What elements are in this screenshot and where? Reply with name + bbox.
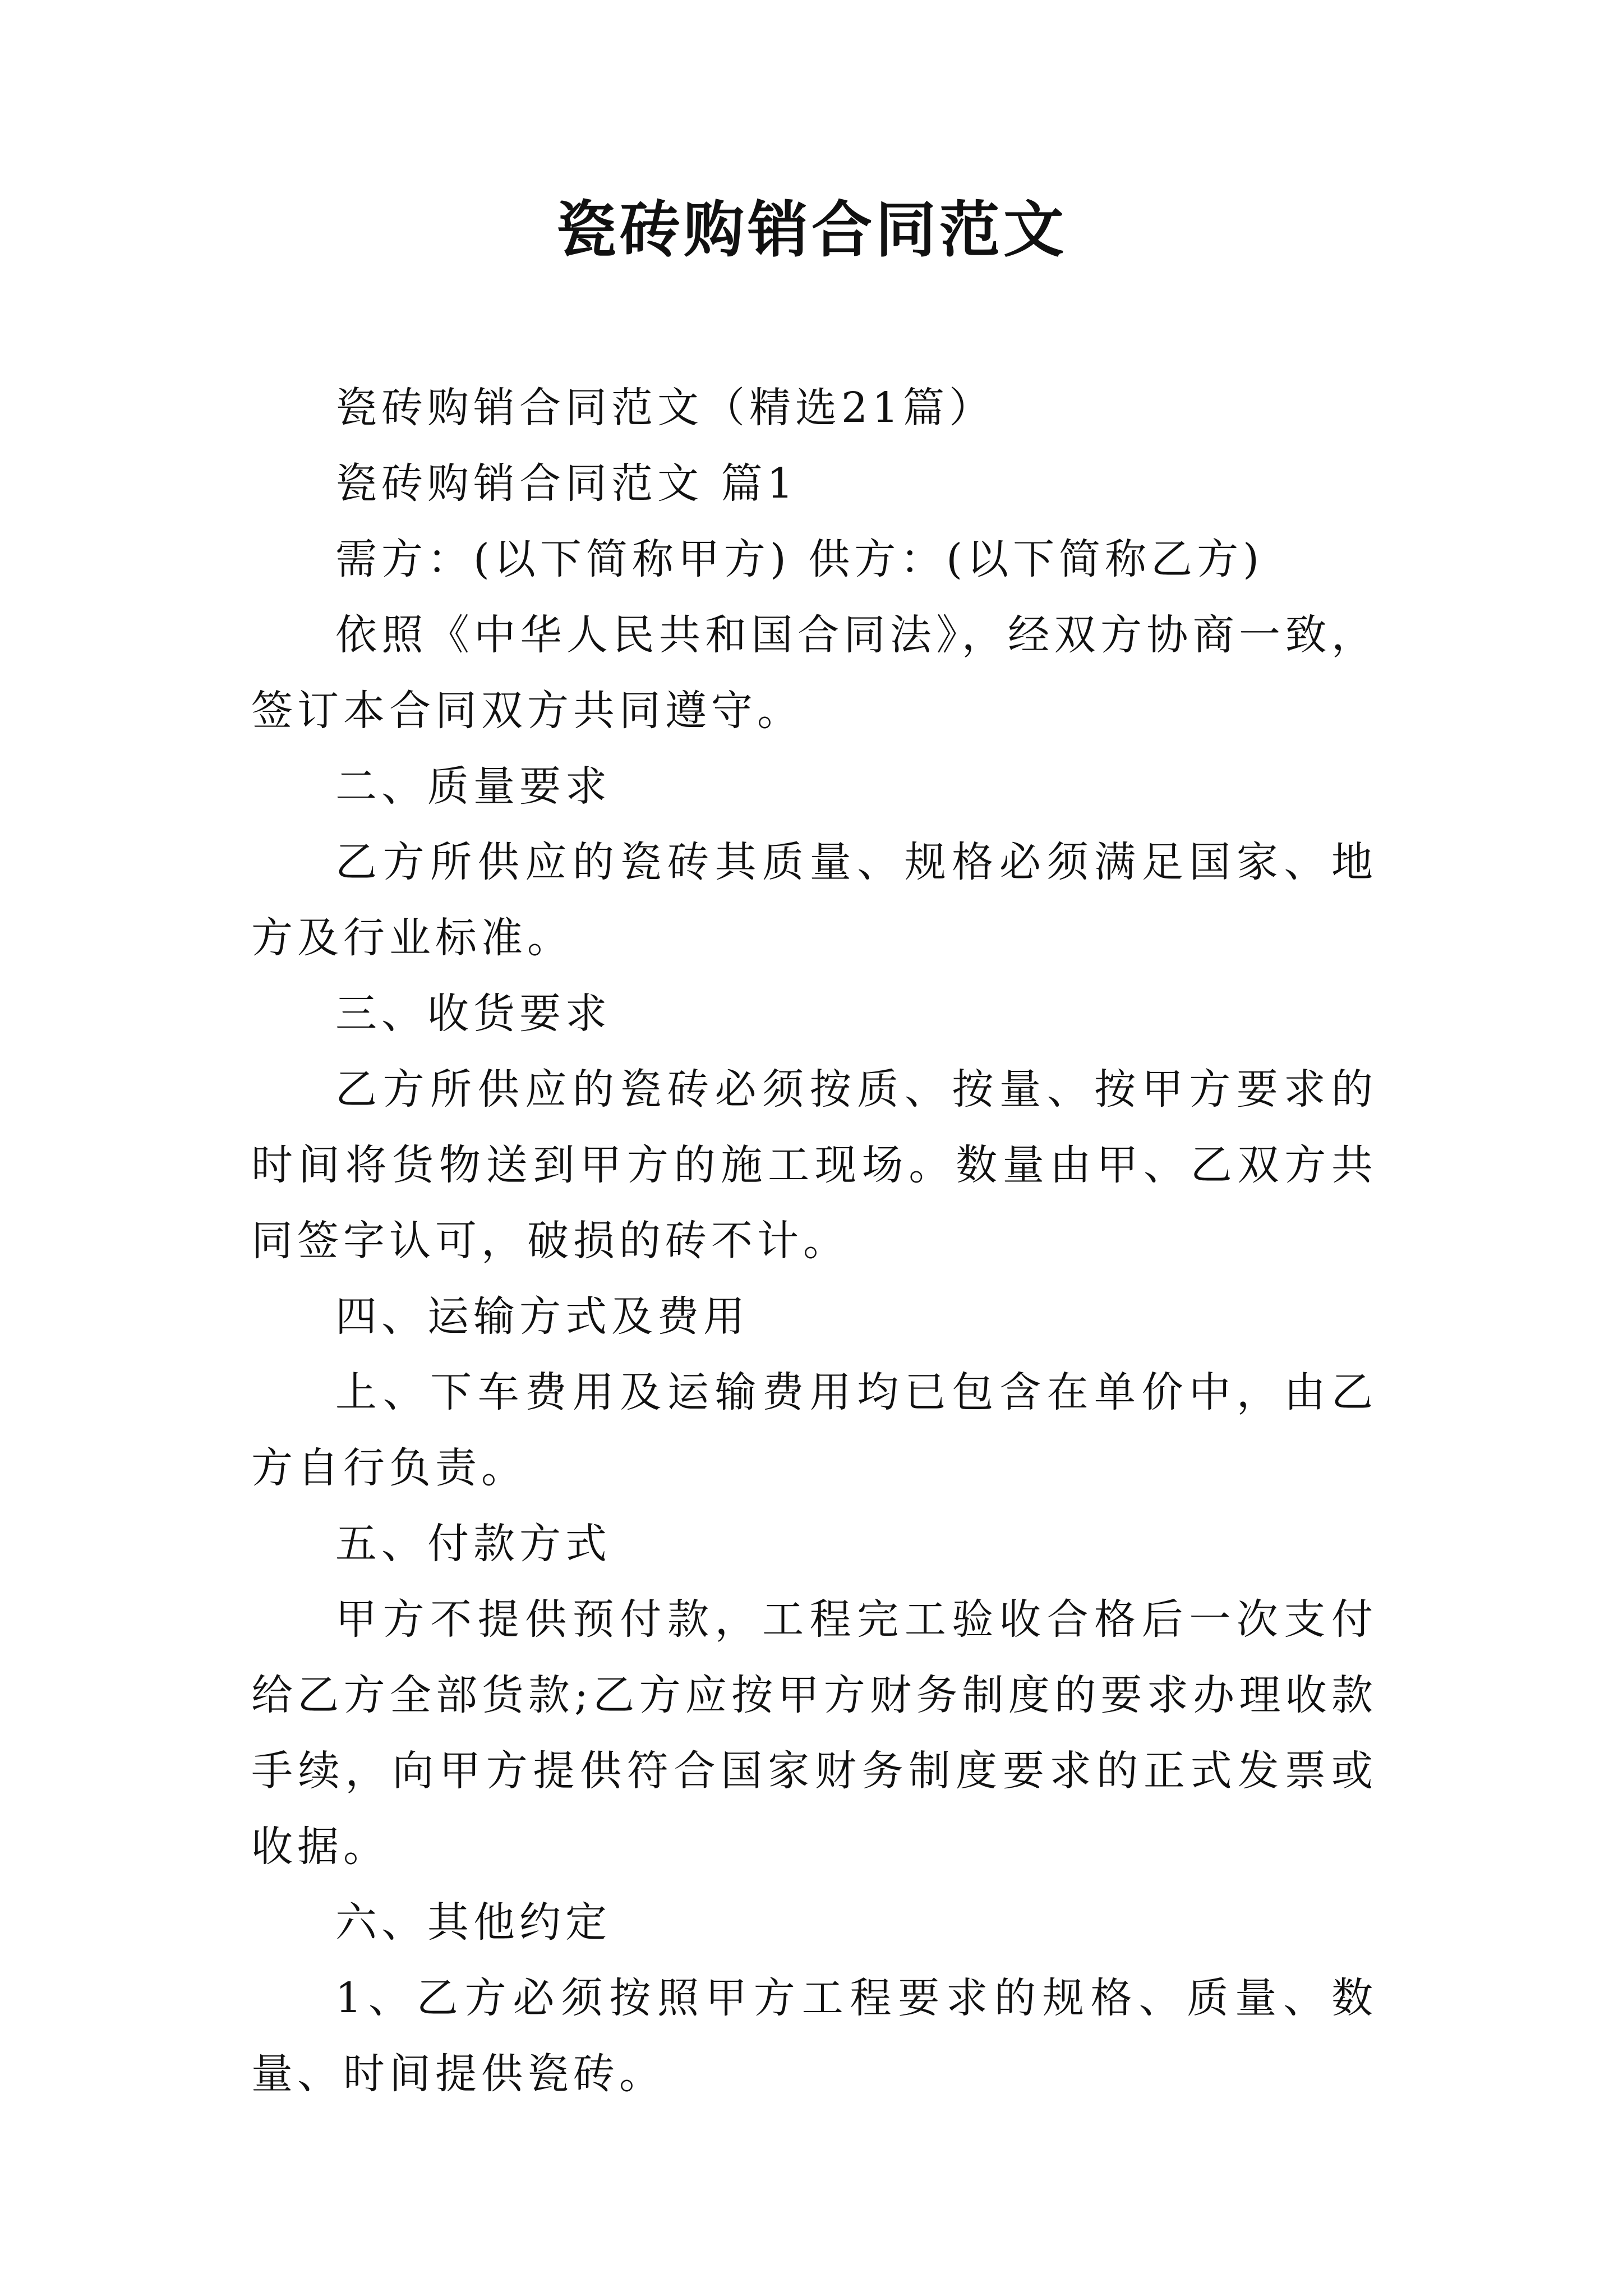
paragraph-receiving: 乙方所供应的瓷砖必须按质、按量、按甲方要求的时间将货物送到甲方的施工现场。数量由甲、乙双方共同签字认可，破损的砖不计。 <box>251 1065 1377 1265</box>
paragraph-other-1: 1、乙方必须按照甲方工程要求的规格、质量、数量、时间提供瓷砖。 <box>251 1974 1377 2098</box>
heading-payment: 五、付款方式 <box>335 1520 611 1568</box>
paragraph-parties: 需方：(以下简称甲方) 供方：(以下简称乙方) <box>335 535 1264 583</box>
paragraph-subtitle: 瓷砖购销合同范文（精选21篇） <box>335 384 995 432</box>
heading-other: 六、其他约定 <box>335 1898 611 1947</box>
document-body <box>251 370 1377 2112</box>
page-title: 瓷砖购销合同范文 <box>555 195 1067 265</box>
paragraph-section-heading: 瓷砖购销合同范文 篇1 <box>335 459 798 508</box>
paragraph-quality: 乙方所供应的瓷砖其质量、规格必须满足国家、地方及行业标准。 <box>251 838 1377 962</box>
paragraph-preamble: 依照《中华人民共和国合同法》，经双方协商一致，签订本合同双方共同遵守。 <box>251 611 1377 735</box>
heading-receiving: 三、收货要求 <box>335 990 611 1038</box>
heading-transport: 四、运输方式及费用 <box>335 1292 749 1341</box>
paragraph-transport: 上、下车费用及运输费用均已包含在单价中，由乙方自行负责。 <box>251 1368 1377 1492</box>
heading-quality: 二、质量要求 <box>335 762 611 811</box>
paragraph-payment: 甲方不提供预付款，工程完工验收合格后一次支付给乙方全部货款;乙方应按甲方财务制度的要求办理收款手续，向甲方提供符合国家财务制度要求的正式发票或收据。 <box>251 1595 1377 1871</box>
